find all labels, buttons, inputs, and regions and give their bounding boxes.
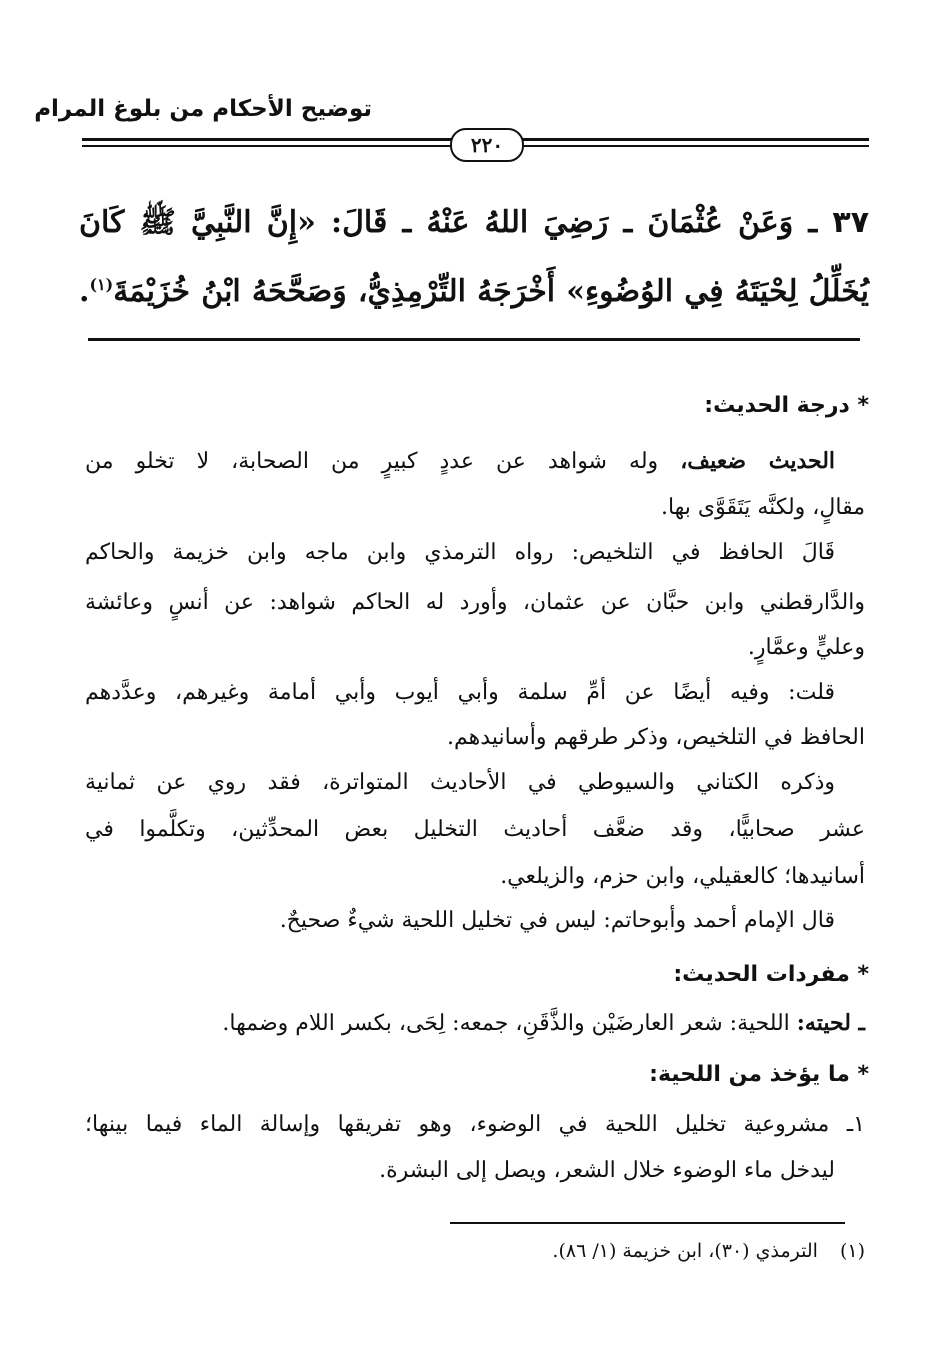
grade-lead: الحديث ضعيف، xyxy=(680,448,836,474)
running-title: توضيح الأحكام من بلوغ المرام xyxy=(34,96,372,122)
grade-line-5: وعليٍّ وعمَّارٍ. xyxy=(747,635,865,660)
vocab-line-1 xyxy=(85,1008,865,1039)
grade-line-6: قلت: وفيه أيضًا عن أمِّ سلمة وأبي أيوب وأبي أمامة وغيرهم، وعدَّدهم xyxy=(85,680,835,705)
grade-line-11: قال الإمام أحمد وأبوحاتم: ليس في تخليل اللحية شيءٌ صحيحٌ. xyxy=(279,908,835,933)
benefits-heading: * ما يؤخذ من اللحية: xyxy=(649,1062,869,1087)
grade-line-7: الحافظ في التلخيص، وذكر طرقهم وأسانيدهم. xyxy=(447,725,865,750)
page-number: ٢٢٠ xyxy=(450,128,524,162)
footnote-number: (١) xyxy=(839,1240,865,1262)
hadith-divider xyxy=(88,338,860,341)
hadith-text-2: يُخَلِّلُ لِحْيَتَهُ فِي الوُضُوءِ» أَخْرَجَهُ التِّرْمِذِيُّ، وَصَحَّحَهُ ابْنُ خُزَيْمَةَ xyxy=(113,274,869,309)
grade-line-1 xyxy=(85,446,835,477)
hadith-dash: ـ xyxy=(793,205,818,240)
benefits-line-2: ليدخل ماء الوضوء خلال الشعر، ويصل إلى البشرة. xyxy=(379,1158,835,1183)
hadith-line-1 xyxy=(79,192,869,254)
grade-line-2: مقالٍ، ولكنَّه يَتَقَوَّى بها. xyxy=(660,495,865,520)
hadith-number: ٣٧ xyxy=(832,205,870,240)
hadith-text-1: وَعَنْ عُثْمَانَ ـ رَضِيَ اللهُ عَنْهُ ـ قَالَ: «إِنَّ النَّبِيَّ ﷺ كَانَ xyxy=(79,205,794,240)
vocab-text-1: اللحية: شعر العارضَيْن والذَّقَنِ، جمعه: لِحَى، بكسر اللام وضمها. xyxy=(222,1011,797,1036)
grade-text-1: وله شواهد عن عددٍ كبيرٍ من الصحابة، لا تخلو من xyxy=(85,449,681,474)
grade-line-4: والدَّارقطني وابن حبَّان عن عثمان، وأورد له الحاكم شواهد: عن أنسٍ وعائشة xyxy=(85,590,865,615)
grade-line-8: وذكره الكتاني والسيوطي في الأحاديث المتواترة، فقد روي عن ثمانية xyxy=(85,770,835,795)
benefits-line-1: ١ـ مشروعية تخليل اللحية في الوضوء، وهو تفريقها وإسالة الماء فيما بينها؛ xyxy=(85,1112,865,1137)
hadith-text xyxy=(79,192,869,316)
footnote-rule xyxy=(450,1222,845,1224)
hadith-end: . xyxy=(79,274,90,309)
grade-line-3: قَالَ الحافظ في التلخيص: رواه الترمذي وابن ماجه وابن خزيمة والحاكم xyxy=(85,540,835,565)
vocab-lead: ـ لحيته: xyxy=(796,1010,865,1036)
footnote-text: الترمذي (٣٠)، ابن خزيمة (١/ ٨٦). xyxy=(552,1240,818,1262)
footnote xyxy=(552,1240,865,1262)
grade-heading: * درجة الحديث: xyxy=(704,393,869,418)
grade-line-9: عشر صحابيًّا، وقد ضعَّف أحاديث التخليل بعض المحدِّثين، وتكلَّموا في xyxy=(85,817,865,842)
footnote-reference: (١) xyxy=(89,275,114,294)
hadith-line-2 xyxy=(79,254,869,316)
grade-line-10: أسانيدها؛ كالعقيلي، وابن حزم، والزيلعي. xyxy=(500,864,865,889)
vocab-heading: * مفردات الحديث: xyxy=(673,962,869,987)
